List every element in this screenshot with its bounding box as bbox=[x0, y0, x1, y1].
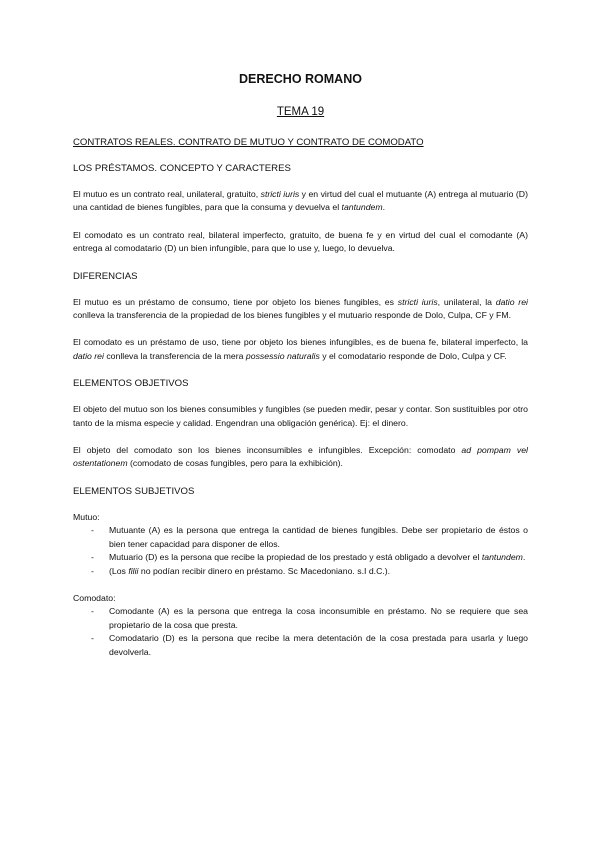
paragraph-objeto-mutuo: El objeto del mutuo son los bienes consumibles y fungibles (se pueden medir, pesar y contar. Son sustituibles por otro tanto de la misma especie y calidad. Engendran una obligación genérica). Ej: el dinero. bbox=[73, 404, 528, 428]
list-item bbox=[73, 632, 528, 659]
dash-bullet: - bbox=[91, 552, 94, 563]
document-subtitle: CONTRATOS REALES. CONTRATO DE MUTUO Y CONTRATO DE COMODATO bbox=[73, 137, 424, 148]
comodato-label: Comodato: bbox=[73, 592, 116, 603]
latin-term: stricti iuris bbox=[260, 189, 300, 199]
document-title: DERECHO ROMANO bbox=[239, 72, 362, 86]
latin-term: possessio naturalis bbox=[245, 350, 320, 361]
text-segment: El mutuo es un préstamo de consumo, tiene por objeto los bienes fungibles, es bbox=[73, 296, 398, 307]
section-heading-elementos-subjetivos: ELEMENTOS SUBJETIVOS bbox=[73, 485, 195, 497]
dash-bullet: - bbox=[91, 565, 94, 576]
list-item bbox=[73, 605, 528, 632]
dash-bullet: - bbox=[91, 525, 94, 536]
text-segment: Comodatario (D) es la persona que recibe la mera detentación de la cosa prestada para usarla y luego devolverla. bbox=[109, 633, 528, 657]
latin-term: filii bbox=[128, 565, 139, 576]
paragraph-mutuo-diferencias bbox=[73, 296, 528, 323]
text-segment: Comodante (A) es la persona que entrega la cosa inconsumible en préstamo. No se requiere que sea propietario de la cosa que presta. bbox=[109, 606, 528, 630]
list-item bbox=[73, 524, 528, 551]
paragraph-comodato-definition: El comodato es un contrato real, bilateral imperfecto, gratuito, de buena fe y en virtud del cual el comodante (A) entrega al comodatario (D) un bien infungible, para que lo use y, luego, lo devuelva. bbox=[73, 229, 528, 254]
latin-term: tantundem bbox=[341, 202, 383, 213]
text-segment: El mutuo es un contrato real, unilateral, gratuito, bbox=[73, 189, 261, 199]
text-segment: , unilateral, la bbox=[437, 296, 496, 307]
latin-term: ad pompam vel ostentationem bbox=[73, 445, 528, 469]
mutuo-label: Mutuo: bbox=[73, 511, 100, 522]
list-item bbox=[73, 565, 528, 578]
dash-bullet: - bbox=[91, 606, 94, 617]
paragraph-objeto-comodato bbox=[73, 444, 528, 471]
text-segment: (Los bbox=[109, 565, 129, 576]
latin-term: tantundem bbox=[481, 552, 523, 563]
list-item bbox=[73, 551, 528, 564]
text-segment: Mutuario (D) es la persona que recibe la propiedad de los prestado y está obligado a devolver el bbox=[109, 552, 482, 563]
latin-term: stricti iuris bbox=[397, 296, 438, 307]
text-segment: conlleva la transferencia de la propiedad de los bienes fungibles y el mutuario responde de Dolo, Culpa, CF y FM. bbox=[73, 310, 511, 321]
text-segment: no podían recibir dinero en préstamo. Sc Macedoniano. s.I d.C.). bbox=[138, 565, 391, 576]
text-segment: y el comodatario responde de Dolo, Culpa y CF. bbox=[319, 350, 507, 361]
dash-bullet: - bbox=[91, 633, 94, 644]
text-segment: (comodato de cosas fungibles, pero para la exhibición). bbox=[127, 458, 343, 469]
comodato-list bbox=[73, 605, 528, 659]
text-segment: Mutuante (A) es la persona que entrega la cantidad de bienes fungibles. Debe ser propietario de éstos o bien tener capacidad para disponer de ellos. bbox=[109, 525, 528, 549]
text-segment: El comodato es un préstamo de uso, tiene por objeto los bienes infungibles, es de buena fe, bilateral imperfecto, la bbox=[73, 337, 528, 348]
latin-term: datio rei bbox=[73, 350, 104, 361]
text-segment: . bbox=[522, 552, 526, 563]
text-segment: El objeto del comodato son los bienes inconsumibles e infungibles. Excepción: comodato bbox=[73, 445, 462, 456]
section-heading-diferencias: DIFERENCIAS bbox=[73, 270, 138, 282]
text-segment: . bbox=[382, 202, 386, 213]
text-segment: y en virtud del cual el mutuante (A) entrega al mutuario (D) una cantidad de bienes fungibles, para que la consuma y devuelva el bbox=[73, 189, 528, 213]
mutuo-list bbox=[73, 524, 528, 578]
section-heading-elementos-objetivos: ELEMENTOS OBJETIVOS bbox=[73, 378, 189, 390]
tema-number: TEMA 19 bbox=[276, 106, 325, 118]
text-segment: conlleva la transferencia de la mera bbox=[103, 350, 246, 361]
paragraph-mutuo-definition bbox=[73, 188, 528, 215]
latin-term: datio rei bbox=[495, 296, 528, 307]
section-heading-prestamos: LOS PRÉSTAMOS. CONCEPTO Y CARACTERES bbox=[73, 163, 291, 174]
paragraph-comodato-diferencias bbox=[73, 336, 528, 363]
